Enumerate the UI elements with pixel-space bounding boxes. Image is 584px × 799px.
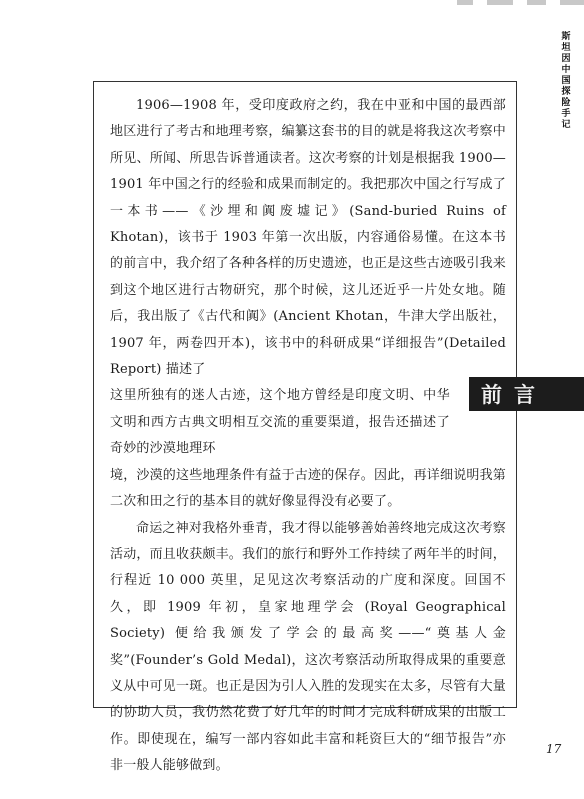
section-tab [469,377,584,411]
top-bar-segment [527,0,547,5]
page-number: 17 [546,742,562,756]
top-bar-segment [487,0,512,5]
paragraph-1-tail [110,463,506,516]
top-bar-segment [560,0,584,5]
paragraph-1 [110,93,506,383]
paragraph-1-part-c: 境，沙漠的这些地理条件有益于古迹的保存。因此，再详细说明我第二次和田之行的基本目的就好像显得没有必要了。 [110,467,507,510]
paragraph-2: 命运之神对我格外垂青，我才得以能够善始善终地完成这次考察活动，而且收获颇丰。我们的旅行和野外工作持续了两年半的时间，行程近 10 000 英里，足见这次考察活动的广度和深度。回国不久，即 1909 年初，皇家地理学会 (Royal Geographical Society) 便给我颁发了学会的最高奖——“奠基人金奖”(Founder’s Gold Medal)，这次考察活动所取得成果的重要意义从中可见一斑。也正是因为引人入胜的发现实在太多，尽管有大量的协助人员，我仍然花费了好几年的时间才完成科研成果的出版工作。即使现在，编写一部内容如此丰富和耗资巨大的“细节报告”亦非一般人能够做到。 [110,520,507,774]
page-body [110,93,506,780]
paragraph-1-part-a: 1906—1908 年，受印度政府之约，我在中亚和中国的最西部地区进行了考古和地理考察，编纂这套书的目的就是将我这次考察中所见、所闻、所思告诉普通读者。这次考察的计划是根据我 1900—1901 年中国之行的经验和成果而制定的。我把那次中国之行写成了一本书——《沙埋和阗废墟记》(Sand-buried Ruins of Khotan)，该书于 1903 年第一次出版，内容通俗易懂。在这本书的前言中，我介绍了各种各样的历史遗迹，也正是这些古迹吸引我来到这个地区进行古物研究，那个时候，这儿还近乎一片处女地。随后，我出版了《古代和阗》(Ancient Khotan，牛津大学出版社，1907 年，两卷四开本)，该书中的科研成果“详细报告”(Detailed Report) 描述了 [110,98,507,378]
series-title: 斯坦因中国探险手记 [561,32,571,130]
top-bar-segment [457,0,473,5]
paragraph-1-part-b: 这里所独有的迷人古迹，这个地方曾经是印度文明、中华文明和西方古典文明相互交流的重要渠道，报告还描述了奇妙的沙漠地理环 [110,388,450,457]
paragraph-1-narrow [110,383,450,462]
section-tab-label: 前言 [481,382,547,407]
top-decorative-bar [457,0,584,5]
